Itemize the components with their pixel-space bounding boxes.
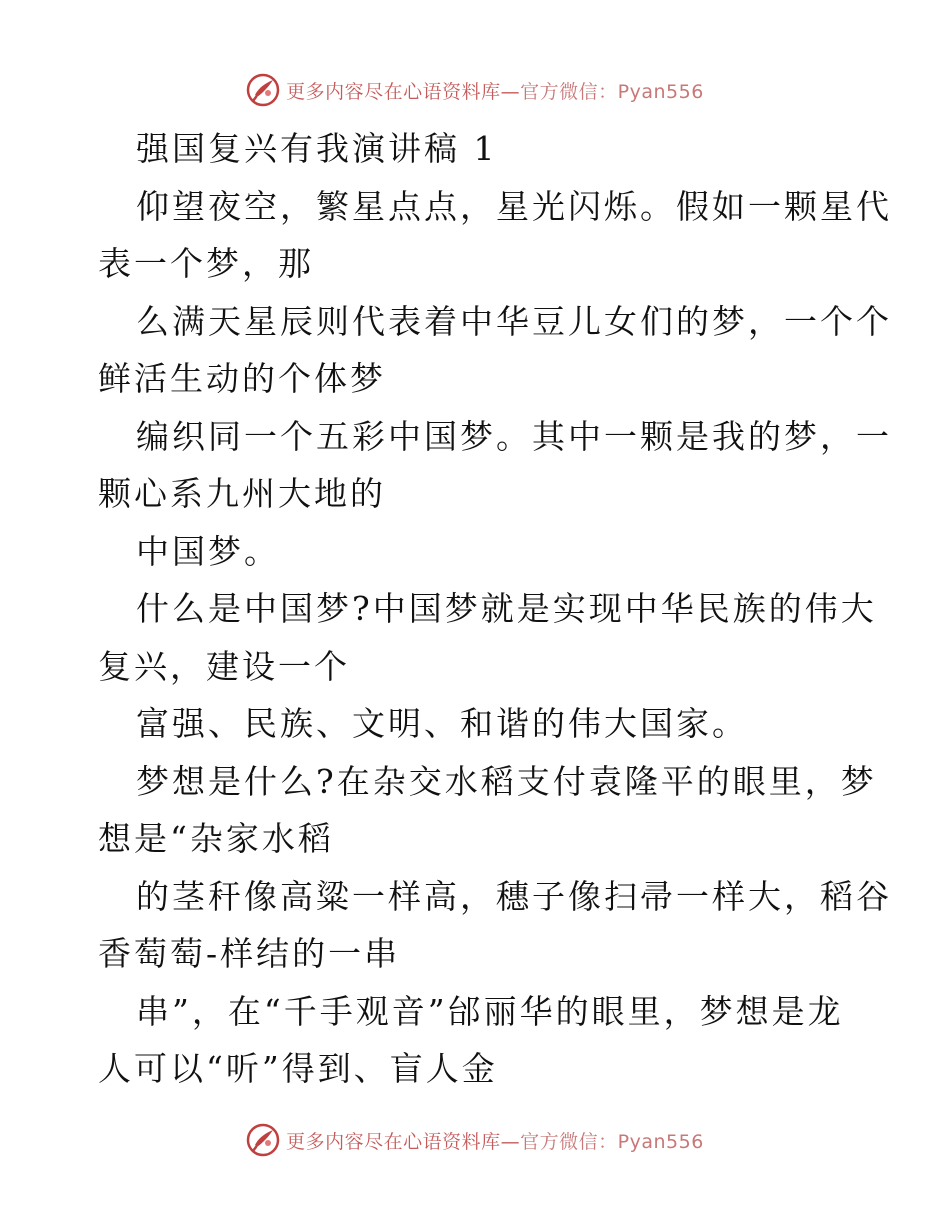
text-line: 的茎秆像高粱一样高，穗子像扫帚一样大，稻谷 — [136, 876, 892, 916]
text-line: 编织同一个五彩中国梦。其中一颗是我的梦，一 — [136, 416, 892, 456]
watermark-header — [0, 68, 950, 112]
text-line: 鲜活生动的个体梦 — [98, 359, 386, 398]
text-line: 富强、民族、文明、和谐的伟大国家。 — [136, 704, 748, 743]
watermark-dash: — — [500, 1130, 521, 1153]
text-line: 梦想是什么?在杂交水稻支付袁隆平的眼里，梦 — [136, 761, 877, 801]
pen-logo-icon — [246, 73, 280, 107]
watermark-footer — [0, 1118, 950, 1162]
text-line: 串”，在“千手观音”邰丽华的眼里，梦想是龙 — [136, 991, 844, 1031]
watermark-brand: 更多内容尽在心语资料库 — [286, 1130, 501, 1153]
document-title: 强国复兴有我演讲稿 1 — [136, 129, 498, 168]
text-line: 复兴，建设一个 — [98, 646, 350, 686]
text-line: 香萄萄-样结的一串 — [98, 934, 401, 973]
text-line: 什么是中国梦?中国梦就是实现中华民族的伟大 — [136, 589, 877, 628]
watermark-text — [286, 1127, 704, 1154]
watermark-dash: — — [500, 80, 521, 103]
pen-logo-icon — [246, 1123, 280, 1157]
watermark-wechat: 官方微信：Pyan556 — [520, 80, 704, 103]
text-line: 中国梦。 — [136, 531, 280, 571]
document-body — [98, 120, 892, 1098]
watermark-wechat: 官方微信：Pyan556 — [520, 1130, 704, 1153]
text-line: 颗心系九州大地的 — [98, 474, 386, 513]
watermark-group — [246, 1123, 704, 1157]
text-line: 么满天星辰则代表着中华豆儿女们的梦，一个个 — [136, 301, 892, 341]
watermark-text — [286, 77, 704, 104]
text-line: 想是“杂家水稻 — [98, 819, 334, 858]
text-line: 人可以“听”得到、盲人金 — [98, 1049, 498, 1088]
text-line: 仰望夜空，繁星点点，星光闪烁。假如一颗星代 — [136, 186, 892, 226]
watermark-brand: 更多内容尽在心语资料库 — [286, 80, 501, 103]
text-line: 表一个梦，那 — [98, 244, 314, 283]
watermark-group — [246, 73, 704, 107]
